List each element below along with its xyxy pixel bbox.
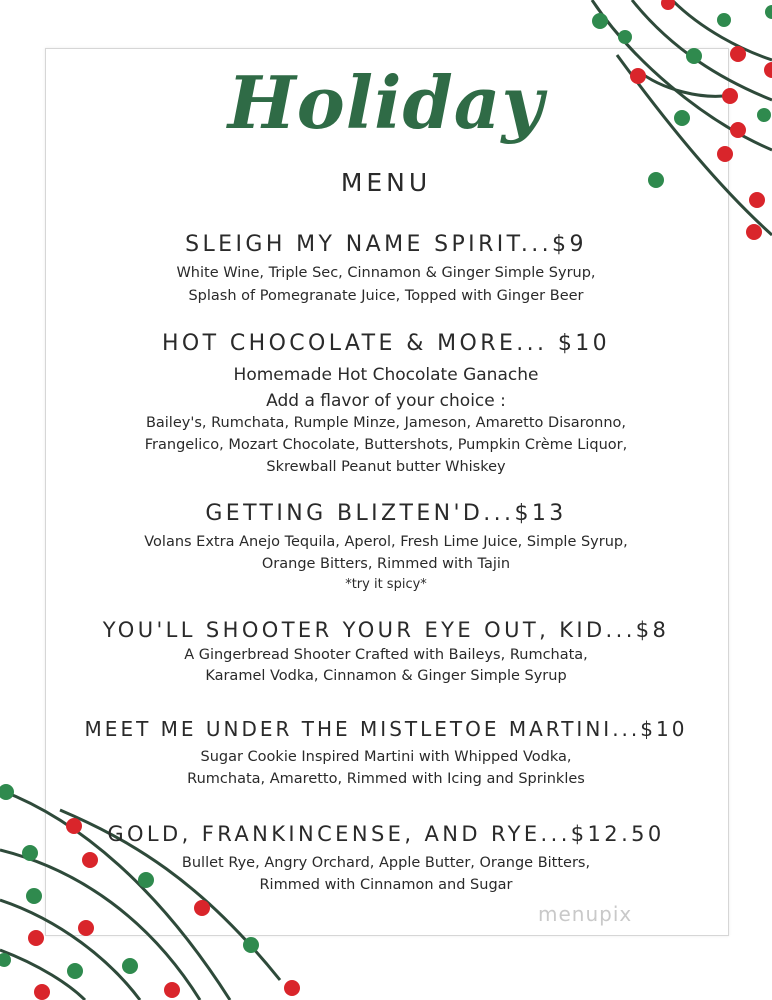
item-title: GOLD, FRANKINCENSE, AND RYE...$12.50 — [107, 822, 665, 846]
item-description: White Wine, Triple Sec, Cinnamon & Ginger Simple Syrup, — [176, 265, 596, 281]
item-description: Add a flavor of your choice : — [266, 391, 506, 411]
item-description: Splash of Pomegranate Juice, Topped with Ginger Beer — [188, 288, 584, 304]
item-description: Volans Extra Anejo Tequila, Aperol, Fresh Lime Juice, Simple Syrup, — [144, 534, 628, 550]
item-description: Bailey's, Rumchata, Rumple Minze, Jameson, Amaretto Disaronno, — [145, 415, 627, 431]
item-description: Bullet Rye, Angry Orchard, Apple Butter, Orange Bitters, — [181, 855, 591, 871]
item-description: Homemade Hot Chocolate Ganache — [233, 365, 539, 385]
item-description: Sugar Cookie Inspired Martini with Whipped Vodka, — [200, 749, 572, 765]
item-description: Orange Bitters, Rimmed with Tajin — [261, 556, 511, 572]
item-description: Karamel Vodka, Cinnamon & Ginger Simple Syrup — [205, 668, 567, 684]
menu-subtitle: MENU — [340, 168, 432, 197]
item-description: Rumchata, Amaretto, Rimmed with Icing and Sprinkles — [187, 771, 585, 787]
watermark-logo: menupix — [538, 902, 633, 926]
item-description: A Gingerbread Shooter Crafted with Baileys, Rumchata, — [184, 647, 588, 663]
item-description: Rimmed with Cinnamon and Sugar — [259, 877, 513, 893]
item-description: Frangelico, Mozart Chocolate, Buttershots, Pumpkin Crème Liquor, — [144, 437, 628, 453]
item-description: Skrewball Peanut butter Whiskey — [266, 459, 506, 475]
menu-title-script: Holiday — [227, 60, 545, 145]
item-note: *try it spicy* — [345, 577, 427, 592]
item-title: YOU'LL SHOOTER YOUR EYE OUT, KID...$8 — [102, 618, 670, 642]
item-title: GETTING BLIZTEN'D...$13 — [205, 501, 567, 526]
item-title: SLEIGH MY NAME SPIRIT...$9 — [185, 232, 587, 257]
item-title: MEET ME UNDER THE MISTLETOE MARTINI...$10 — [84, 717, 688, 741]
item-title: HOT CHOCOLATE & MORE... $10 — [161, 331, 611, 356]
